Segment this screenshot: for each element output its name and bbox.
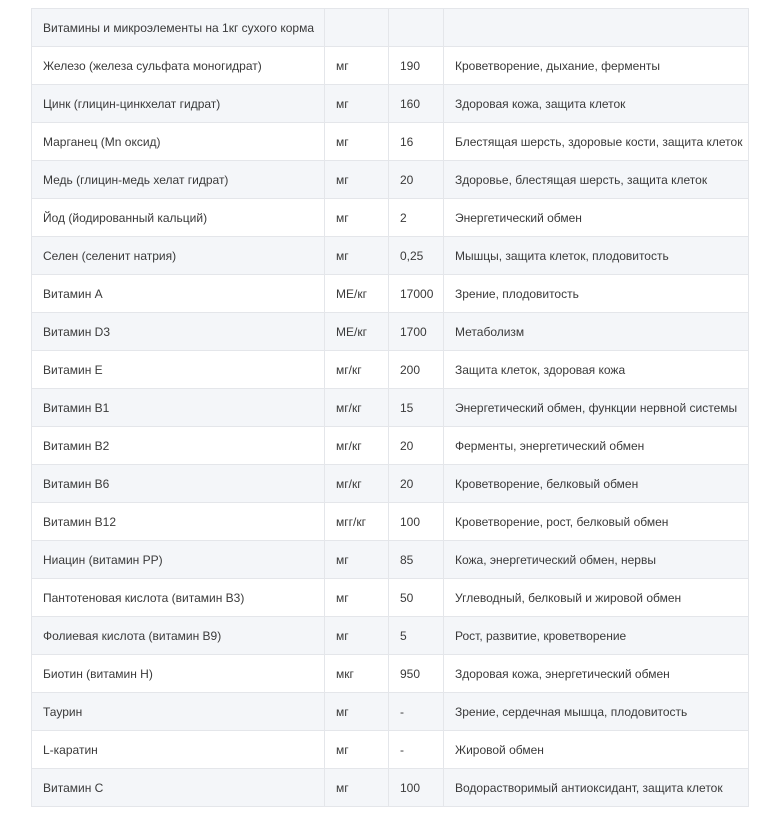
nutrient-name-cell: Пантотеновая кислота (витамин В3): [32, 579, 325, 617]
unit-cell: мкг: [325, 655, 389, 693]
unit-cell: мг/кг: [325, 389, 389, 427]
function-cell: Кроветворение, рост, белковый обмен: [444, 503, 749, 541]
table-row: [32, 503, 749, 541]
table-row: [32, 351, 749, 389]
nutrient-name-cell: Витамин В2: [32, 427, 325, 465]
nutrient-name-cell: Витамин В6: [32, 465, 325, 503]
amount-cell: -: [389, 693, 444, 731]
amount-cell: 200: [389, 351, 444, 389]
nutrient-name-cell: Витамин В12: [32, 503, 325, 541]
function-cell: Метаболизм: [444, 313, 749, 351]
amount-cell: 2: [389, 199, 444, 237]
unit-cell: мг: [325, 161, 389, 199]
amount-cell: -: [389, 731, 444, 769]
table-row: [32, 731, 749, 769]
amount-cell: 50: [389, 579, 444, 617]
unit-cell: мгг/кг: [325, 503, 389, 541]
function-cell: Энергетический обмен, функции нервной системы: [444, 389, 749, 427]
unit-cell: мг/кг: [325, 351, 389, 389]
amount-cell: 20: [389, 427, 444, 465]
nutrient-name-cell: Ниацин (витамин РР): [32, 541, 325, 579]
function-cell: Кроветворение, белковый обмен: [444, 465, 749, 503]
function-cell: Кожа, энергетический обмен, нервы: [444, 541, 749, 579]
function-cell: Ферменты, энергетический обмен: [444, 427, 749, 465]
unit-cell: мг: [325, 237, 389, 275]
unit-cell: мг/кг: [325, 465, 389, 503]
amount-cell: [389, 9, 444, 47]
amount-cell: 100: [389, 769, 444, 807]
nutrient-name-cell: Биотин (витамин Н): [32, 655, 325, 693]
function-cell: Углеводный, белковый и жировой обмен: [444, 579, 749, 617]
nutrient-name-cell: Витамин В1: [32, 389, 325, 427]
nutrient-name-cell: Йод (йодированный кальций): [32, 199, 325, 237]
function-cell: Мышцы, защита клеток, плодовитость: [444, 237, 749, 275]
unit-cell: мг: [325, 85, 389, 123]
nutrient-name-cell: L-каратин: [32, 731, 325, 769]
function-cell: Рост, развитие, кроветворение: [444, 617, 749, 655]
nutrient-name-cell: Железо (железа сульфата моногидрат): [32, 47, 325, 85]
unit-cell: мг: [325, 541, 389, 579]
function-cell: Водорастворимый антиоксидант, защита клеток: [444, 769, 749, 807]
nutrient-name-cell: Фолиевая кислота (витамин В9): [32, 617, 325, 655]
nutrient-name-cell: Витамин А: [32, 275, 325, 313]
amount-cell: 950: [389, 655, 444, 693]
nutrition-table-container: [31, 8, 748, 807]
amount-cell: 16: [389, 123, 444, 161]
function-cell: Зрение, плодовитость: [444, 275, 749, 313]
function-cell: Блестящая шерсть, здоровые кости, защита клеток: [444, 123, 749, 161]
unit-cell: мг/кг: [325, 427, 389, 465]
nutrient-name-cell: Витамин Е: [32, 351, 325, 389]
function-cell: Здоровая кожа, защита клеток: [444, 85, 749, 123]
nutrient-name-cell: Марганец (Mn оксид): [32, 123, 325, 161]
table-row: [32, 579, 749, 617]
table-header-row: [32, 9, 749, 47]
table-row: [32, 123, 749, 161]
amount-cell: 5: [389, 617, 444, 655]
amount-cell: 160: [389, 85, 444, 123]
nutrient-name-cell: Витамин С: [32, 769, 325, 807]
amount-cell: 20: [389, 465, 444, 503]
amount-cell: 190: [389, 47, 444, 85]
amount-cell: 0,25: [389, 237, 444, 275]
nutrient-name-cell: Селен (селенит натрия): [32, 237, 325, 275]
nutrient-name-cell: Витамин D3: [32, 313, 325, 351]
function-cell: Защита клеток, здоровая кожа: [444, 351, 749, 389]
table-row: [32, 693, 749, 731]
amount-cell: 20: [389, 161, 444, 199]
table-row: [32, 85, 749, 123]
table-row: [32, 465, 749, 503]
table-row: [32, 769, 749, 807]
table-row: [32, 541, 749, 579]
table-body: [32, 9, 749, 807]
unit-cell: мг: [325, 123, 389, 161]
table-row: [32, 313, 749, 351]
table-row: [32, 389, 749, 427]
unit-cell: мг: [325, 579, 389, 617]
function-cell: Кроветворение, дыхание, ферменты: [444, 47, 749, 85]
amount-cell: 17000: [389, 275, 444, 313]
function-cell: Жировой обмен: [444, 731, 749, 769]
unit-cell: мг: [325, 731, 389, 769]
amount-cell: 100: [389, 503, 444, 541]
function-cell: [444, 9, 749, 47]
function-cell: Здоровье, блестящая шерсть, защита клеток: [444, 161, 749, 199]
amount-cell: 15: [389, 389, 444, 427]
nutrient-name-cell: Таурин: [32, 693, 325, 731]
table-row: [32, 47, 749, 85]
unit-cell: мг: [325, 769, 389, 807]
function-cell: Энергетический обмен: [444, 199, 749, 237]
function-cell: Здоровая кожа, энергетический обмен: [444, 655, 749, 693]
table-row: [32, 161, 749, 199]
unit-cell: МЕ/кг: [325, 313, 389, 351]
unit-cell: [325, 9, 389, 47]
table-row: [32, 199, 749, 237]
amount-cell: 1700: [389, 313, 444, 351]
section-header-cell: Витамины и микроэлементы на 1кг сухого корма: [32, 9, 325, 47]
function-cell: Зрение, сердечная мышца, плодовитость: [444, 693, 749, 731]
nutrient-name-cell: Цинк (глицин-цинкхелат гидрат): [32, 85, 325, 123]
table-row: [32, 237, 749, 275]
unit-cell: мг: [325, 199, 389, 237]
unit-cell: МЕ/кг: [325, 275, 389, 313]
table-row: [32, 617, 749, 655]
unit-cell: мг: [325, 617, 389, 655]
unit-cell: мг: [325, 47, 389, 85]
table-row: [32, 427, 749, 465]
table-row: [32, 655, 749, 693]
amount-cell: 85: [389, 541, 444, 579]
table-row: [32, 275, 749, 313]
unit-cell: мг: [325, 693, 389, 731]
nutrient-name-cell: Медь (глицин-медь хелат гидрат): [32, 161, 325, 199]
vitamins-table: [31, 8, 749, 807]
